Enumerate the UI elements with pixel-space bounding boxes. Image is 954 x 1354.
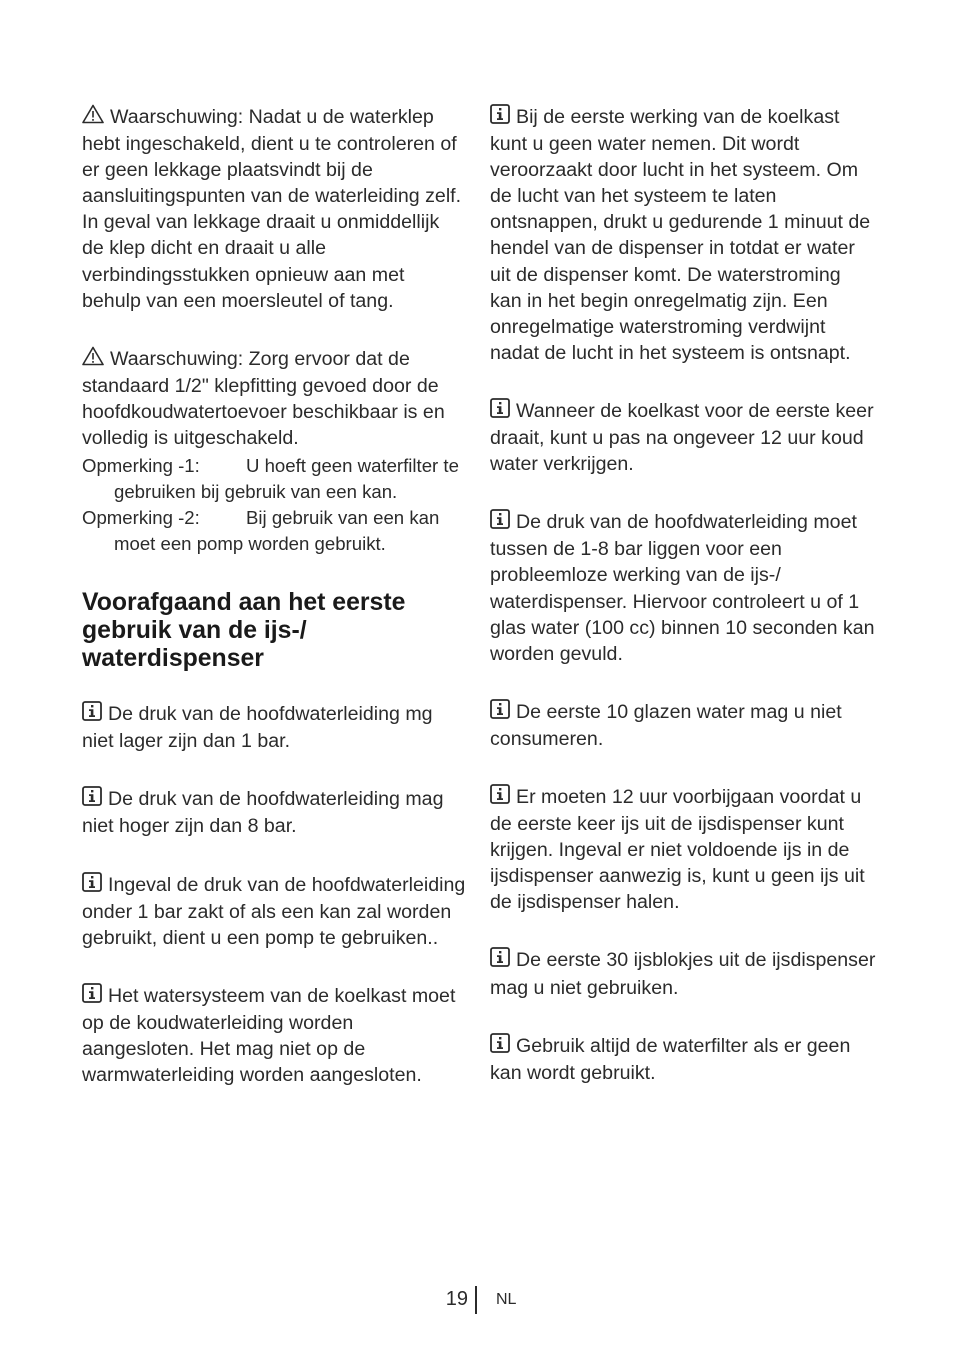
warning-text: Waarschuwing: Zorg ervoor dat de standaard 1/2" klepfitting gevoed door de hoofdkoudwatertoevoer beschikbaar is en volledig is uitgeschakeld.	[82, 347, 445, 450]
warning-block	[82, 346, 466, 557]
note-item	[82, 453, 466, 505]
info-block	[490, 1033, 876, 1086]
warning-triangle-icon	[82, 104, 104, 131]
info-block	[490, 509, 876, 667]
info-icon	[490, 104, 510, 131]
info-icon	[490, 784, 510, 811]
warning-text: Waarschuwing: Nadat u de waterklep hebt ingeschakeld, dient u te controleren of er geen lekkage plaatsvindt bij de aansluitingspunten van de waterleiding zelf. In geval van lekkage draait u onmiddellijk de klep dicht en draait u alle verbindingsstukken opnieuw aan met behulp van een moersleutel of tang.	[82, 106, 462, 312]
info-text: De druk van de hoofdwaterleiding moet tussen de 1-8 bar liggen voor een probleemloze werking van de ijs-/ waterdispenser. Hiervoor controleert u of 1 glas water (100 cc) binnen 10 seconden kan worden gevuld.	[490, 511, 875, 665]
info-block	[490, 104, 876, 366]
info-block	[82, 872, 466, 951]
notes-list	[82, 453, 466, 557]
info-icon	[490, 947, 510, 974]
warning-block	[82, 104, 466, 314]
info-block	[490, 398, 876, 477]
info-icon	[490, 398, 510, 425]
info-text: Ingeval de druk van de hoofdwaterleiding onder 1 bar zakt of als een kan zal worden gebruikt, dient u een pomp te gebruiken..	[82, 873, 466, 949]
info-text: Wanneer de koelkast voor de eerste keer draait, kunt u pas na ongeveer 12 uur koud water verkrijgen.	[490, 399, 874, 476]
section-heading: Voorafgaand aan het eerste gebruik van de ijs-/ waterdispenser	[82, 589, 406, 673]
info-block	[82, 786, 466, 839]
page-footer	[0, 1284, 954, 1316]
info-icon	[82, 983, 102, 1010]
note-text: U hoeft geen waterfilter te gebruiken bij gebruik van een kan.	[114, 455, 459, 503]
info-icon	[82, 786, 102, 813]
language-code: NL	[496, 1291, 517, 1308]
info-icon	[490, 699, 510, 726]
page-number: 19	[445, 1288, 468, 1310]
footer-divider	[475, 1286, 477, 1314]
info-block	[490, 784, 876, 915]
info-icon	[82, 701, 102, 728]
info-icon	[490, 509, 510, 536]
note-label: Opmerking -1:	[82, 455, 200, 477]
info-text: De eerste 10 glazen water mag u niet consumeren.	[490, 700, 842, 750]
info-text: De druk van de hoofdwaterleiding mg niet lager zijn dan 1 bar.	[82, 703, 433, 753]
info-text: Er moeten 12 uur voorbijgaan voordat u de eerste keer ijs uit de ijsdispenser kunt krijgen. Ingeval er niet voldoende ijs in de ijsdispenser aanwezig is, kunt u geen ijs uit de ijsdispenser halen.	[490, 785, 865, 914]
note-item	[82, 505, 466, 557]
note-label: Opmerking -2:	[82, 507, 200, 529]
info-text: Gebruik altijd de waterfilter als er geen kan wordt gebruikt.	[490, 1034, 851, 1084]
info-block	[490, 699, 876, 752]
info-block	[82, 983, 466, 1088]
warning-triangle-icon	[82, 346, 104, 373]
right-column	[490, 104, 876, 1118]
info-block	[82, 701, 466, 754]
info-icon	[490, 1033, 510, 1060]
note-text: Bij gebruik van een kan moet een pomp worden gebruikt.	[114, 507, 440, 555]
info-text: Bij de eerste werking van de koelkast kunt u geen water nemen. Dit wordt veroorzaakt door lucht in het systeem. Om de lucht van het systeem te laten ontsnappen, drukt u gedurende 1 minuut de hendel van de dispenser in totdat er water uit de dispenser komt. De waterstroming kan in het begin onregelmatig zijn. Een onregelmatige waterstroming verdwijnt nadat de lucht in het systeem is ontsnapt.	[490, 106, 871, 364]
info-block	[490, 947, 876, 1000]
info-text: De eerste 30 ijsblokjes uit de ijsdispenser mag u niet gebruiken.	[490, 949, 876, 999]
info-icon	[82, 872, 102, 899]
left-column	[82, 104, 466, 1120]
info-text: De druk van de hoofdwaterleiding mag niet hoger zijn dan 8 bar.	[82, 788, 444, 838]
info-text: Het watersysteem van de koelkast moet op de koudwaterleiding worden aangesloten. Het mag niet op de warmwaterleiding worden aangesloten.	[82, 984, 456, 1087]
